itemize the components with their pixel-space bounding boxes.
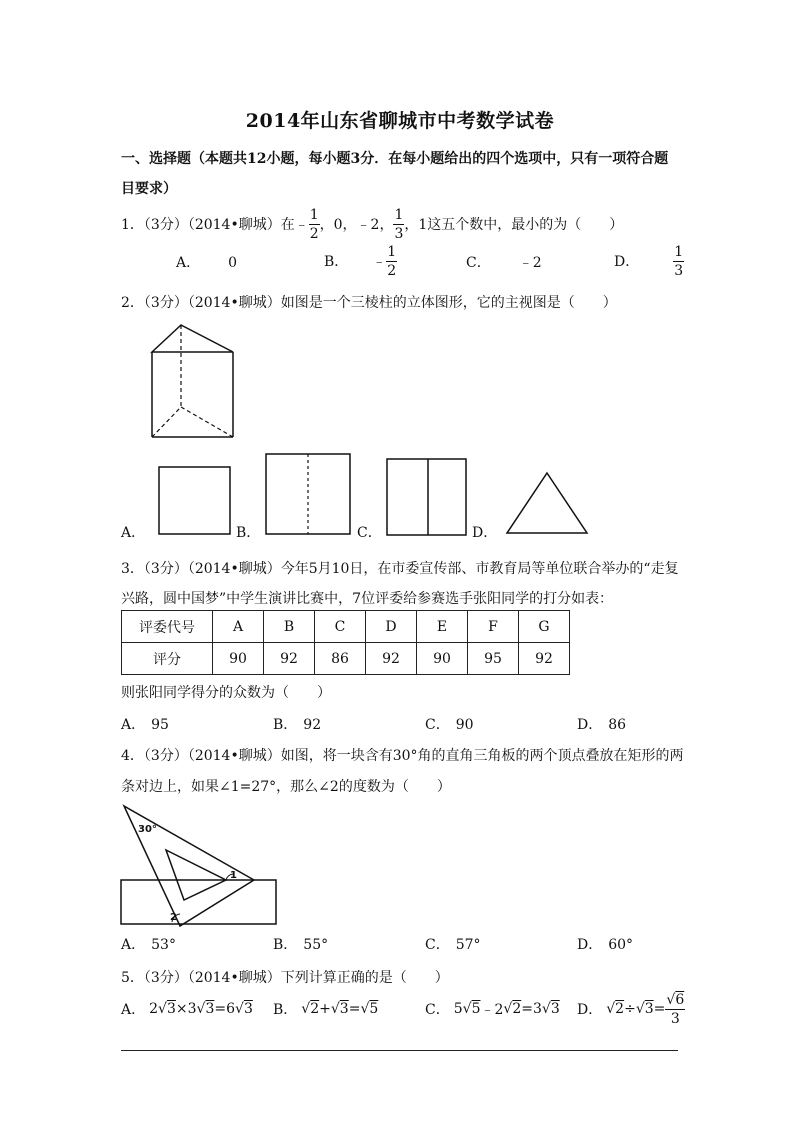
- q2-option-d-figure: [505, 471, 589, 535]
- q5-d-divide: ÷: [624, 1001, 636, 1017]
- q5-d-num-radicand: 6: [675, 991, 685, 1008]
- rectangle-shape: [121, 880, 276, 924]
- q1-option-b-fraction: [386, 245, 397, 278]
- q1-neg-sign: ﹣: [294, 217, 309, 233]
- q1-option-a-label: A．: [176, 255, 201, 271]
- score-table: [121, 610, 570, 675]
- sqrt-icon: √: [635, 1001, 645, 1017]
- q1-option-a-value: 0: [228, 255, 238, 271]
- angle-30-label: 30°: [138, 824, 157, 835]
- angle-2-label: 2: [170, 912, 177, 923]
- angle-1-label: 1: [230, 870, 237, 881]
- table-cell: 90: [417, 643, 468, 675]
- q4-option-c-value: 57°: [455, 937, 481, 953]
- table-row: [122, 611, 570, 643]
- q1-option-d-den: 3: [674, 262, 684, 279]
- q4-option-d-label: D．: [577, 937, 603, 953]
- q1-option-b-sign: ﹣: [372, 254, 387, 270]
- q5-option-a-label: A．: [121, 1002, 146, 1018]
- table-cell: 92: [519, 643, 570, 675]
- footer-divider: [121, 1050, 678, 1051]
- q5-c-radicand-1: 5: [471, 1001, 481, 1017]
- q4-option-b-value: 55°: [303, 937, 329, 953]
- sqrt-icon: √: [360, 1001, 370, 1017]
- table-header-cell: G: [519, 611, 570, 643]
- q4-option-b[interactable]: [273, 934, 328, 954]
- q5-d-fraction: [665, 993, 685, 1026]
- sqrt-icon: √: [330, 1001, 340, 1017]
- sqrt-icon: √: [158, 1001, 167, 1017]
- q3-option-d-value: 86: [608, 717, 627, 733]
- q1-prefix: 1．（3分）（2014•聊城）在: [121, 217, 295, 233]
- q2-option-d-label[interactable]: D．: [472, 525, 498, 541]
- q1-option-b-label: B．: [324, 254, 349, 270]
- q2-option-b-figure: [265, 453, 353, 537]
- question-5: 5．（3分）（2014•聊城）下列计算正确的是（ ）: [121, 970, 449, 986]
- q5-c-minus: ﹣2: [480, 1002, 504, 1018]
- q3-option-a-value: 95: [151, 717, 169, 733]
- q5-d-denominator: 3: [670, 1010, 680, 1027]
- q5-option-d[interactable]: [577, 990, 685, 1028]
- q4-option-c[interactable]: [425, 934, 481, 954]
- q3-option-d-label: D．: [577, 717, 603, 733]
- q3-option-b[interactable]: [273, 714, 321, 734]
- q3-option-d[interactable]: [577, 714, 626, 734]
- q5-option-d-label: D．: [577, 1002, 603, 1018]
- q3-option-c-label: C．: [425, 717, 450, 733]
- q4-option-a-label: A．: [121, 937, 146, 953]
- q1-option-a[interactable]: [176, 252, 237, 272]
- q5-d-numerator: [665, 993, 685, 1010]
- q5-a-times: ×3: [175, 1001, 197, 1017]
- question-4-line1: 4．（3分）（2014•聊城）如图，将一块含有30°角的直角三角板的两个顶点叠放在矩形的两: [121, 748, 684, 764]
- q5-a-radicand-3: 3: [243, 1001, 253, 1017]
- q5-a-coef-1: 2: [149, 1001, 159, 1017]
- sqrt-icon: √: [462, 1001, 472, 1017]
- prism-top-face: [152, 325, 233, 352]
- q3-option-b-label: B．: [273, 717, 298, 733]
- q1-frac1-den: 2: [309, 225, 319, 242]
- table-header-cell: 评委代号: [122, 611, 213, 643]
- q5-b-radicand-2: 3: [339, 1001, 349, 1017]
- q5-c-radicand-3: 3: [550, 1001, 560, 1017]
- sqrt-icon: √: [196, 1001, 206, 1017]
- triangle-ruler-inner: [166, 850, 226, 900]
- section-heading-line2: 目要求）: [121, 181, 177, 197]
- triangle-rectangle-figure: [118, 802, 280, 928]
- sqrt-icon: √: [503, 1001, 513, 1017]
- q5-option-c-label: C．: [425, 1002, 450, 1018]
- q1-option-b-den: 2: [387, 262, 397, 279]
- q1-option-c-label: C．: [466, 255, 491, 271]
- q5-c-equals: =3: [521, 1001, 542, 1017]
- q1-frac2-den: 3: [394, 225, 404, 242]
- table-cell: 92: [366, 643, 417, 675]
- table-header-cell: D: [366, 611, 417, 643]
- table-cell: 95: [468, 643, 519, 675]
- q4-option-a-value: 53°: [151, 937, 176, 953]
- q2-option-a-figure: [158, 466, 232, 536]
- question-3-line1: 3．（3分）（2014•聊城）今年5月10日，在市委宣传部、市教育局等单位联合举办的“走复: [121, 561, 679, 577]
- table-row: [122, 643, 570, 675]
- question-4-line2: 条对边上，如果∠1=27°，那么∠2的度数为（ ）: [121, 779, 451, 795]
- table-cell: 评分: [122, 643, 213, 675]
- q2-option-c-label[interactable]: C．: [357, 525, 382, 541]
- q1-option-d-label: D．: [614, 254, 640, 270]
- q3-option-c[interactable]: [425, 714, 474, 734]
- q1-mid: ，0，﹣2，: [319, 217, 394, 233]
- q3-option-c-value: 90: [455, 717, 474, 733]
- table-header-cell: B: [264, 611, 315, 643]
- table-header-cell: C: [315, 611, 366, 643]
- q1-frac1-num: 1: [309, 206, 319, 223]
- sqrt-icon: √: [606, 1001, 616, 1017]
- q4-option-a[interactable]: [121, 934, 176, 954]
- q5-option-c[interactable]: [425, 998, 560, 1020]
- q5-option-b-label: B．: [273, 1002, 298, 1018]
- prism-figure: [145, 320, 245, 442]
- q4-option-d-value: 60°: [608, 937, 634, 953]
- q4-option-d[interactable]: [577, 934, 633, 954]
- q1-suffix: ，1这五个数中，最小的为（ ）: [404, 217, 624, 233]
- q5-option-b[interactable]: [273, 998, 378, 1020]
- q4-option-b-label: B．: [273, 937, 298, 953]
- section-heading-line1: 一、选择题（本题共12小题，每小题3分．在每小题给出的四个选项中，只有一项符合题: [121, 151, 669, 167]
- q5-b-equals: =: [348, 1001, 361, 1017]
- q3-option-a[interactable]: [121, 714, 169, 734]
- question-2: 2．（3分）（2014•聊城）如图是一个三棱柱的立体图形，它的主视图是（ ）: [121, 295, 617, 311]
- q5-c-coef-1: 5: [453, 1001, 463, 1017]
- q5-a-equals: =6: [214, 1001, 236, 1017]
- q3-option-b-value: 92: [303, 717, 322, 733]
- q1-option-d-num: 1: [674, 243, 684, 260]
- question-1: [121, 206, 623, 242]
- table-cell: 90: [213, 643, 264, 675]
- q2-option-b-label[interactable]: B．: [236, 525, 261, 541]
- q1-option-d-fraction: [673, 245, 684, 278]
- q5-a-radicand-1: 3: [166, 1001, 176, 1017]
- q5-a-radicand-2: 3: [205, 1001, 215, 1017]
- page-title: 2014年山东省聊城市中考数学试卷: [245, 110, 555, 132]
- q2-option-a-label[interactable]: A．: [121, 525, 146, 541]
- question-3-line2: 兴路，圆中国梦”中学生演讲比赛中，7位评委给参赛选手张阳同学的打分如表：: [121, 591, 614, 607]
- table-header-cell: E: [417, 611, 468, 643]
- q1-frac2-num: 1: [394, 206, 404, 223]
- sqrt-icon: √: [235, 1001, 244, 1017]
- q5-b-plus: +: [319, 1001, 331, 1017]
- sqrt-icon: √: [301, 1001, 311, 1017]
- q3-option-a-label: A．: [121, 717, 146, 733]
- q1-fraction-2: [393, 208, 404, 241]
- q4-option-c-label: C．: [425, 937, 450, 953]
- question-3-line3: 则张阳同学得分的众数为（ ）: [121, 685, 331, 701]
- q1-option-d[interactable]: [614, 244, 684, 278]
- q1-option-b[interactable]: [324, 244, 397, 278]
- q1-option-b-num: 1: [387, 243, 397, 260]
- table-header-cell: A: [213, 611, 264, 643]
- table-cell: 86: [315, 643, 366, 675]
- q5-b-radicand-3: 5: [369, 1001, 379, 1017]
- q1-option-c[interactable]: [466, 252, 542, 272]
- q5-b-radicand-1: 2: [310, 1001, 320, 1017]
- sqrt-icon: √: [666, 991, 676, 1008]
- sqrt-icon: √: [541, 1001, 551, 1017]
- table-cell: 92: [264, 643, 315, 675]
- q2-option-c-figure: [386, 458, 468, 536]
- table-header-cell: F: [468, 611, 519, 643]
- q1-option-c-value: ﹣2: [518, 255, 542, 271]
- q5-d-radicand-1: 2: [615, 1001, 625, 1017]
- q5-c-radicand-2: 2: [512, 1001, 522, 1017]
- q5-option-a[interactable]: [121, 998, 253, 1020]
- q5-d-equals: =: [653, 1001, 666, 1017]
- q5-d-radicand-2: 3: [644, 1001, 654, 1017]
- q1-fraction-1: [309, 208, 320, 241]
